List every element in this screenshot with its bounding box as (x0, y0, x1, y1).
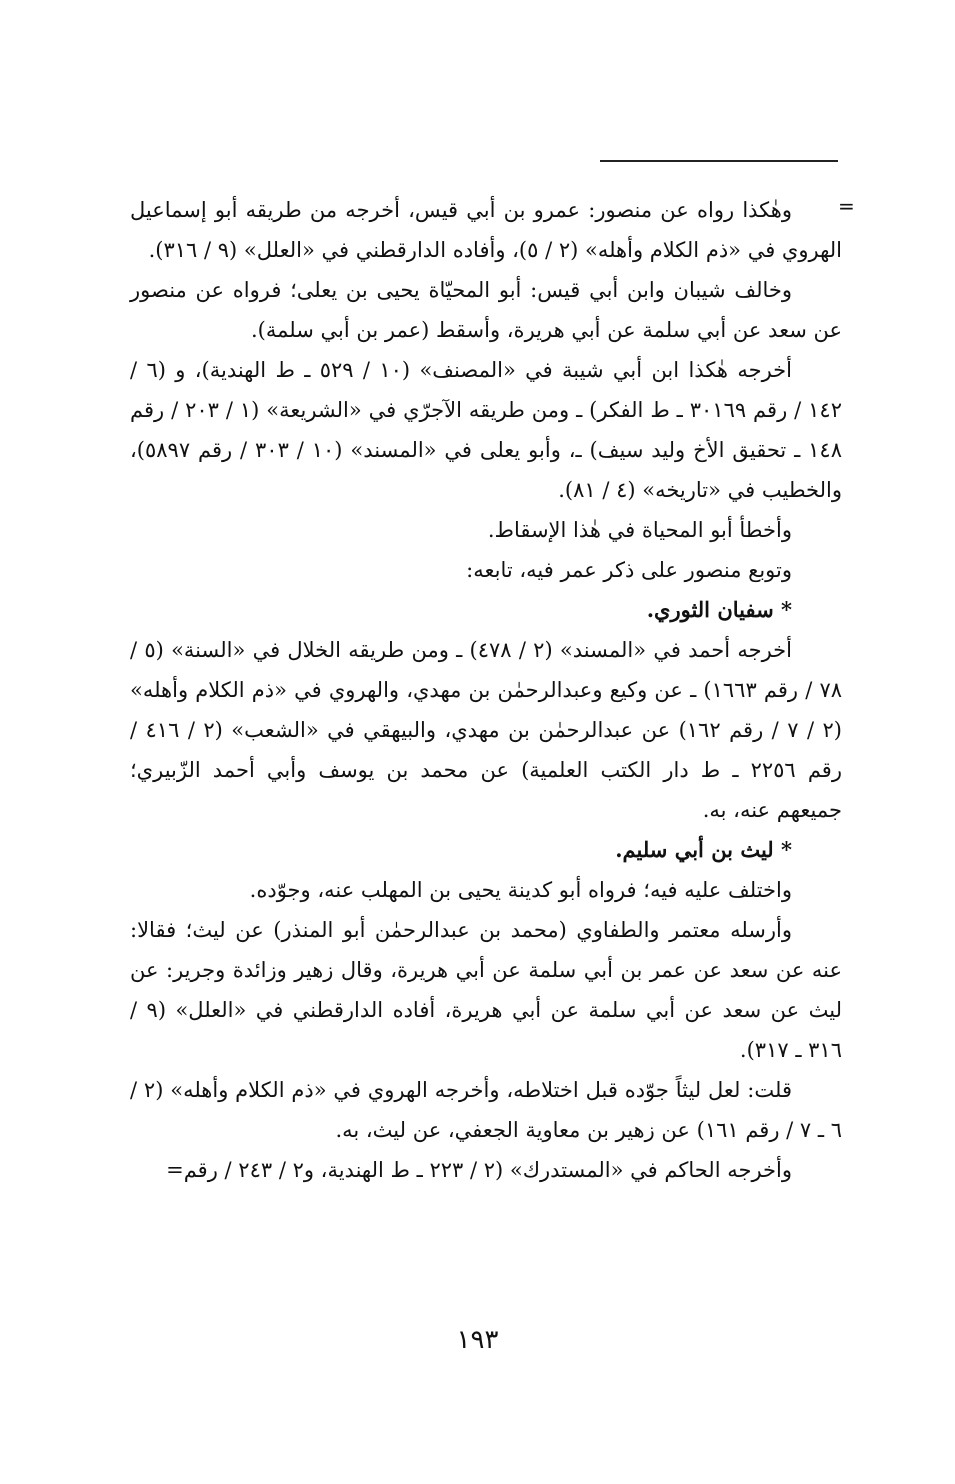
paragraph: وأخطأ أبو المحياة في هٰذا الإسقاط. (487, 518, 792, 542)
paragraph: وأرسله معتمر والطفاوي (محمد بن عبدالرحمٰن أبو المنذر) عن ليث؛ فقالا: عنه عن سعد عن عمر بن أبي سلمة عن أبي هريرة، وقال زهير وزائدة وجرير: عن ليث عن سعد عن أبي سلمة عن أبي هريرة، أفاده الدارقطني في «العلل» (٩ / ٣١٦ ـ ٣١٧). (130, 918, 842, 1062)
continuation-mark: = (838, 194, 855, 218)
footnote-body (130, 190, 842, 1190)
paragraph: وتوبع منصور على ذكر عمر فيه، تابعه: (466, 558, 792, 582)
paragraph: وأخرجه الحاكم في «المستدرك» (٢ / ٢٢٣ ـ ط الهندية، و٢ / ٢٤٣ / رقم= (166, 1158, 792, 1182)
paragraph: واختلف عليه فيه؛ فرواه أبو كدينة يحيى بن المهلب عنه، وجوّده. (249, 878, 792, 902)
page-number: ١٩٣ (456, 1325, 499, 1355)
paragraph: وهٰكذا رواه عن منصور: عمرو بن أبي قيس، أخرجه من طريقه أبو إسماعيل الهروي في «ذم الكلام وأهله» (٢ / ٥)، وأفاده الدارقطني في «العلل» (٩ / ٣١٦). (130, 198, 842, 262)
paragraph: وخالف شيبان وابن أبي قيس: أبو المحيّاة يحيى بن يعلى؛ فرواه عن منصور عن سعد عن أبي سلمة عن أبي هريرة، وأسقط (عمر بن أبي سلمة). (130, 278, 842, 342)
narrator-heading: * سفيان الثوري. (646, 597, 792, 622)
footnote-separator-rule (600, 160, 838, 162)
paragraph: أخرجه أحمد في «المسند» (٢ / ٤٧٨) ـ ومن طريقه الخلال في «السنة» (٥ / ٧٨ / رقم ١٦٦٣) ـ عن وكيع وعبدالرحمٰن بن مهدي، والهروي في «ذم الكلام وأهله» (٢ / ٧ / رقم ١٦٢) عن عبدالرحمٰن بن مهدي، والبيهقي في «الشعب» (٢ / ٤١٦ / رقم ٢٢٥٦ ـ ط دار الكتب العلمية) عن محمد بن يوسف وأبي أحمد الزّبيري؛ جميعهم عنه، به. (130, 638, 842, 822)
paragraph: أخرجه هٰكذا ابن أبي شيبة في «المصنف» (١٠ / ٥٢٩ ـ ط الهندية)، و (٦ / ١٤٢ / رقم ٣٠١٦٩ ـ ط الفكر) ـ ومن طريقه الآجرّي في «الشريعة» (١ / ٢٠٣ / رقم ١٤٨ ـ تحقيق الأخ وليد سيف) ـ، وأبو يعلى في «المسند» (١٠ / ٣٠٣ / رقم ٥٨٩٧)، والخطيب في «تاريخه» (٤ / ٨١). (130, 358, 842, 502)
paragraph: قلت: لعل ليثاً جوّده قبل اختلاطه، وأخرجه الهروي في «ذم الكلام وأهله» (٢ / ٦ ـ ٧ / رقم ١٦١) عن زهير بن معاوية الجعفي، عن ليث، به. (130, 1078, 842, 1142)
narrator-heading: * ليث بن أبي سليم. (615, 837, 792, 862)
